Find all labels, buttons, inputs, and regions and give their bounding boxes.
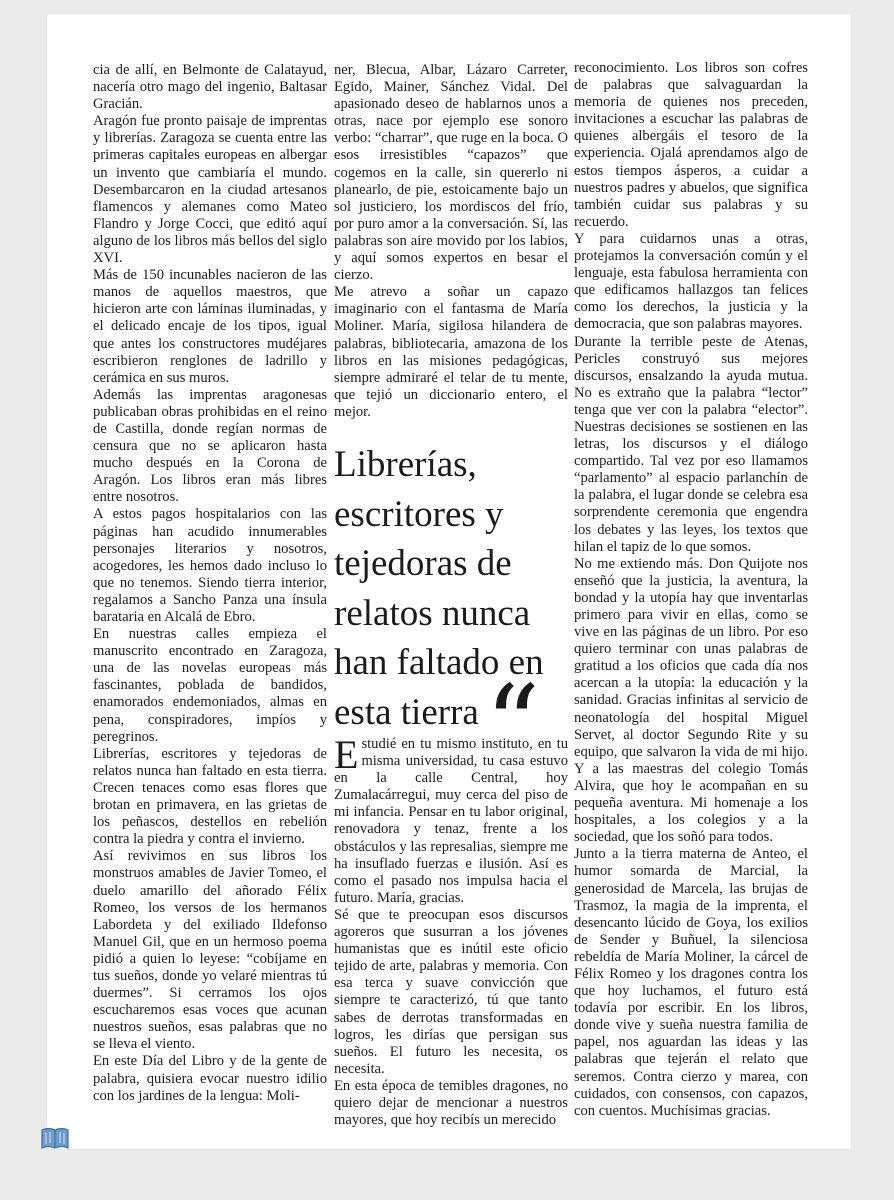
- paragraph: No me extiendo más. Don Quijote nos enseñó que la justicia, la aventura, la bondad y la utopía hay que inventarlas primero para vivir en ellas, como se vive en las páginas de un libro. Por eso quiero terminar con unas palabras de gratitud a los oficios que cada día nos acercan a la utopía: la educación y la sanidad. Gracias infinitas al servicio de neonatología del hospital Miguel Servet, al doctor Segundo Rite y su equipo, que salvaron la vida de mi hijo. Y a las maestras del colegio Tomás Alvira, que hoy le acompañan en su pequeña aventura. Mi homenaje a los hospitales, a los colegios y a la sociedad, que los soñó para todos.: [574, 555, 808, 846]
- paragraph: Además las imprentas aragonesas publicaban obras prohibidas en el reino de Castilla, donde regían normas de censura que no se aplicaron hasta mucho después en la Corona de Aragón. Los libros eran más libres entre nosotros.: [93, 386, 327, 506]
- paragraph: [334, 732, 568, 907]
- paragraph: En esta época de temibles dragones, no quiero dejar de mencionar a nuestros mayores, que hoy recibís un merecido: [334, 1077, 568, 1129]
- paragraph: Y para cuidarnos unas a otras, protejamos la conversación común y el lenguaje, esta fabulosa herramienta con que edificamos hallazgos tan felices como los derechos, la justicia y la democracia, que son palabras mayores.: [574, 230, 808, 333]
- paragraph: Librerías, escritores y tejedoras de relatos nunca han faltado en esta tierra. Crecen tenaces como esas flores que brotan en primavera, en las grietas de los peñascos, destellos en rebelión contra la piedra y contra el invierno.: [93, 745, 327, 848]
- pull-quote: [334, 440, 568, 788]
- paragraph: En nuestras calles empieza el manuscrito encontrado en Zaragoza, una de las novelas europeas más fascinantes, poblada de bandidos, enamorados endemoniados, almas en pena, conspiradores, impíos y peregrinos.: [93, 626, 327, 745]
- paragraph: reconocimiento. Los libros son cofres de palabras que salvaguardan la memoria de quienes nos preceden, invitaciones a escuchar las palabras de quienes albergáis el tesoro de la experiencia. Ojalá aprendamos algo de estos tiempos ásperos, a cuidar a nuestros padres y abuelos, que significa también cuidar sus palabras y su recuerdo.: [574, 60, 808, 230]
- paragraph: En este Día del Libro y de la gente de palabra, quisiera evocar nuestro idilio con los jardines de la lengua: Moli-: [93, 1053, 327, 1104]
- column-1: [93, 62, 327, 1105]
- paragraph: Durante la terrible peste de Atenas, Pericles construyó sus mejores discursos, ensalzando la ayuda mutua. No es extraño que la palabra “lector” tenga que ver con la palabra “elector”. Nuestras decisiones se sostienen en las letras, los discursos y el diálogo compartido. Tal vez por eso llamamos “parlamento” al espacio parlanchín de la palabra, el lugar donde se celebra esa sorprendente ceremonia que engendra los debates y las leyes, los textos que hilan el tapiz de lo que somos.: [574, 333, 808, 555]
- paragraph: cia de allí, en Belmonte de Calatayud, nacería otro mago del ingenio, Baltasar Gracián.: [93, 62, 327, 113]
- column-2-bottom: [334, 732, 568, 1129]
- column-2-top: [334, 62, 568, 421]
- article-page: [47, 14, 851, 1149]
- quote-mark-icon: “: [484, 662, 541, 788]
- paragraph-text: studié en tu mismo instituto, en tu misma universidad, tu casa estuvo en la calle Central, hoy Zumalacárregui, muy cerca del piso de mi infancia. Pensar en tu labor original, renovadora y tenaz, frente a los obstáculos y las represalias, siempre me ha insuflado fuerzas e ilusión. Así es como el pasado nos impulsa hacia el futuro. María, gracias.: [334, 736, 568, 906]
- paragraph: A estos pagos hospitalarios con las páginas han acudido innumerables personajes literarios y nosotros, acogedores, les hemos dado incluso lo que no tenemos. Siendo tierra interior, regalamos a Sancho Panza una ínsula barataria en Alcalá de Ebro.: [93, 506, 327, 625]
- paragraph: Así revivimos en sus libros los monstruos amables de Javier Tomeo, el duelo amarillo del añorado Félix Romeo, los versos de los hermanos Labordeta y del exiliado Ildefonso Manuel Gil, que en un hermoso poema pidió a quien lo leyese: “cobíjame en tus sueños, donde yo velaré mientras tú duermes”. Si cerramos los ojos escucharemos esas voces que acunan nuestros sueños, esas palabras que no se lleva el viento.: [93, 848, 327, 1053]
- drop-cap: E: [334, 732, 359, 777]
- pull-quote-text: Librerías, escritores y tejedoras de relatos nunca han faltado en esta tierra: [334, 444, 544, 733]
- paragraph: Más de 150 incunables nacieron de las manos de aquellos maestros, que hicieron arte con láminas iluminadas, y el delicado encaje de los tipos, igual que antes los constructores mudéjares escribieron renglones de ladrillo y cerámica en sus muros.: [93, 267, 327, 386]
- paragraph: Aragón fue pronto paisaje de imprentas y librerías. Zaragoza se cuenta entre las primeras capitales europeas en albergar un invento que cambiaría el mundo. Desembarcaron en la ciudad artesanos flamencos y alemanes como Mateo Flandro y Jorge Cocci, que editó aquí alguno de los libros más bellos del siglo XVI.: [93, 113, 327, 267]
- paragraph: Me atrevo a soñar un capazo imaginario con el fantasma de María Moliner. María, sigilosa hilandera de palabras, bibliotecaria, amazona de los libros en las misiones pedagógicas, siempre admiraré el telar de tu mente, que tejió un diccionario entero, el mejor.: [334, 284, 568, 420]
- paragraph: Sé que te preocupan esos discursos agoreros que susurran a los jóvenes humanistas que es inútil este oficio tejido de arte, palabras y memoria. Con esa terca y suave convicción que siempre te caracterizó, tú que tanto sabes de derrotas transformadas en logros, les dirías que persigan sus sueños. El futuro les necesita, os necesita.: [334, 906, 568, 1077]
- paragraph: ner, Blecua, Albar, Lázaro Carreter, Egido, Mainer, Sánchez Vidal. Del apasionado deseo de hablarnos unos a otras, nace por ejemplo ese sonoro verbo: “charrar”, que ruge en la boca. O esos irresistibles “capazos” que cogemos en la calle, sin quererlo ni planearlo, de pie, estoicamente bajo un sol justiciero, los mordiscos del frío, por puro amor a la conversación. Sí, las palabras son aire movido por los labios, y aquí somos expertos en besar el cierzo.: [334, 62, 568, 284]
- column-3: [574, 60, 808, 1120]
- paragraph: Junto a la tierra materna de Anteo, el humor somarda de Marcial, la generosidad de Marcela, las brujas de Trasmoz, la magia de la imprenta, el desencanto lúcido de Goya, los exilios de Sender y Buñuel, la silenciosa rebeldía de María Moliner, la cárcel de Félix Romeo y los dragones contra los que hoy luchamos, el futuro está todavía por escribir. En los libros, donde vive y sueña nuestra familia de papel, nos aguardan las ideas y las palabras que tejerán el relato que seremos. Contra cierzo y marea, con cuidados, con consensos, con capazos, con cuentos. Muchísimas gracias.: [574, 846, 808, 1119]
- bookmark-book-icon[interactable]: [40, 1124, 70, 1154]
